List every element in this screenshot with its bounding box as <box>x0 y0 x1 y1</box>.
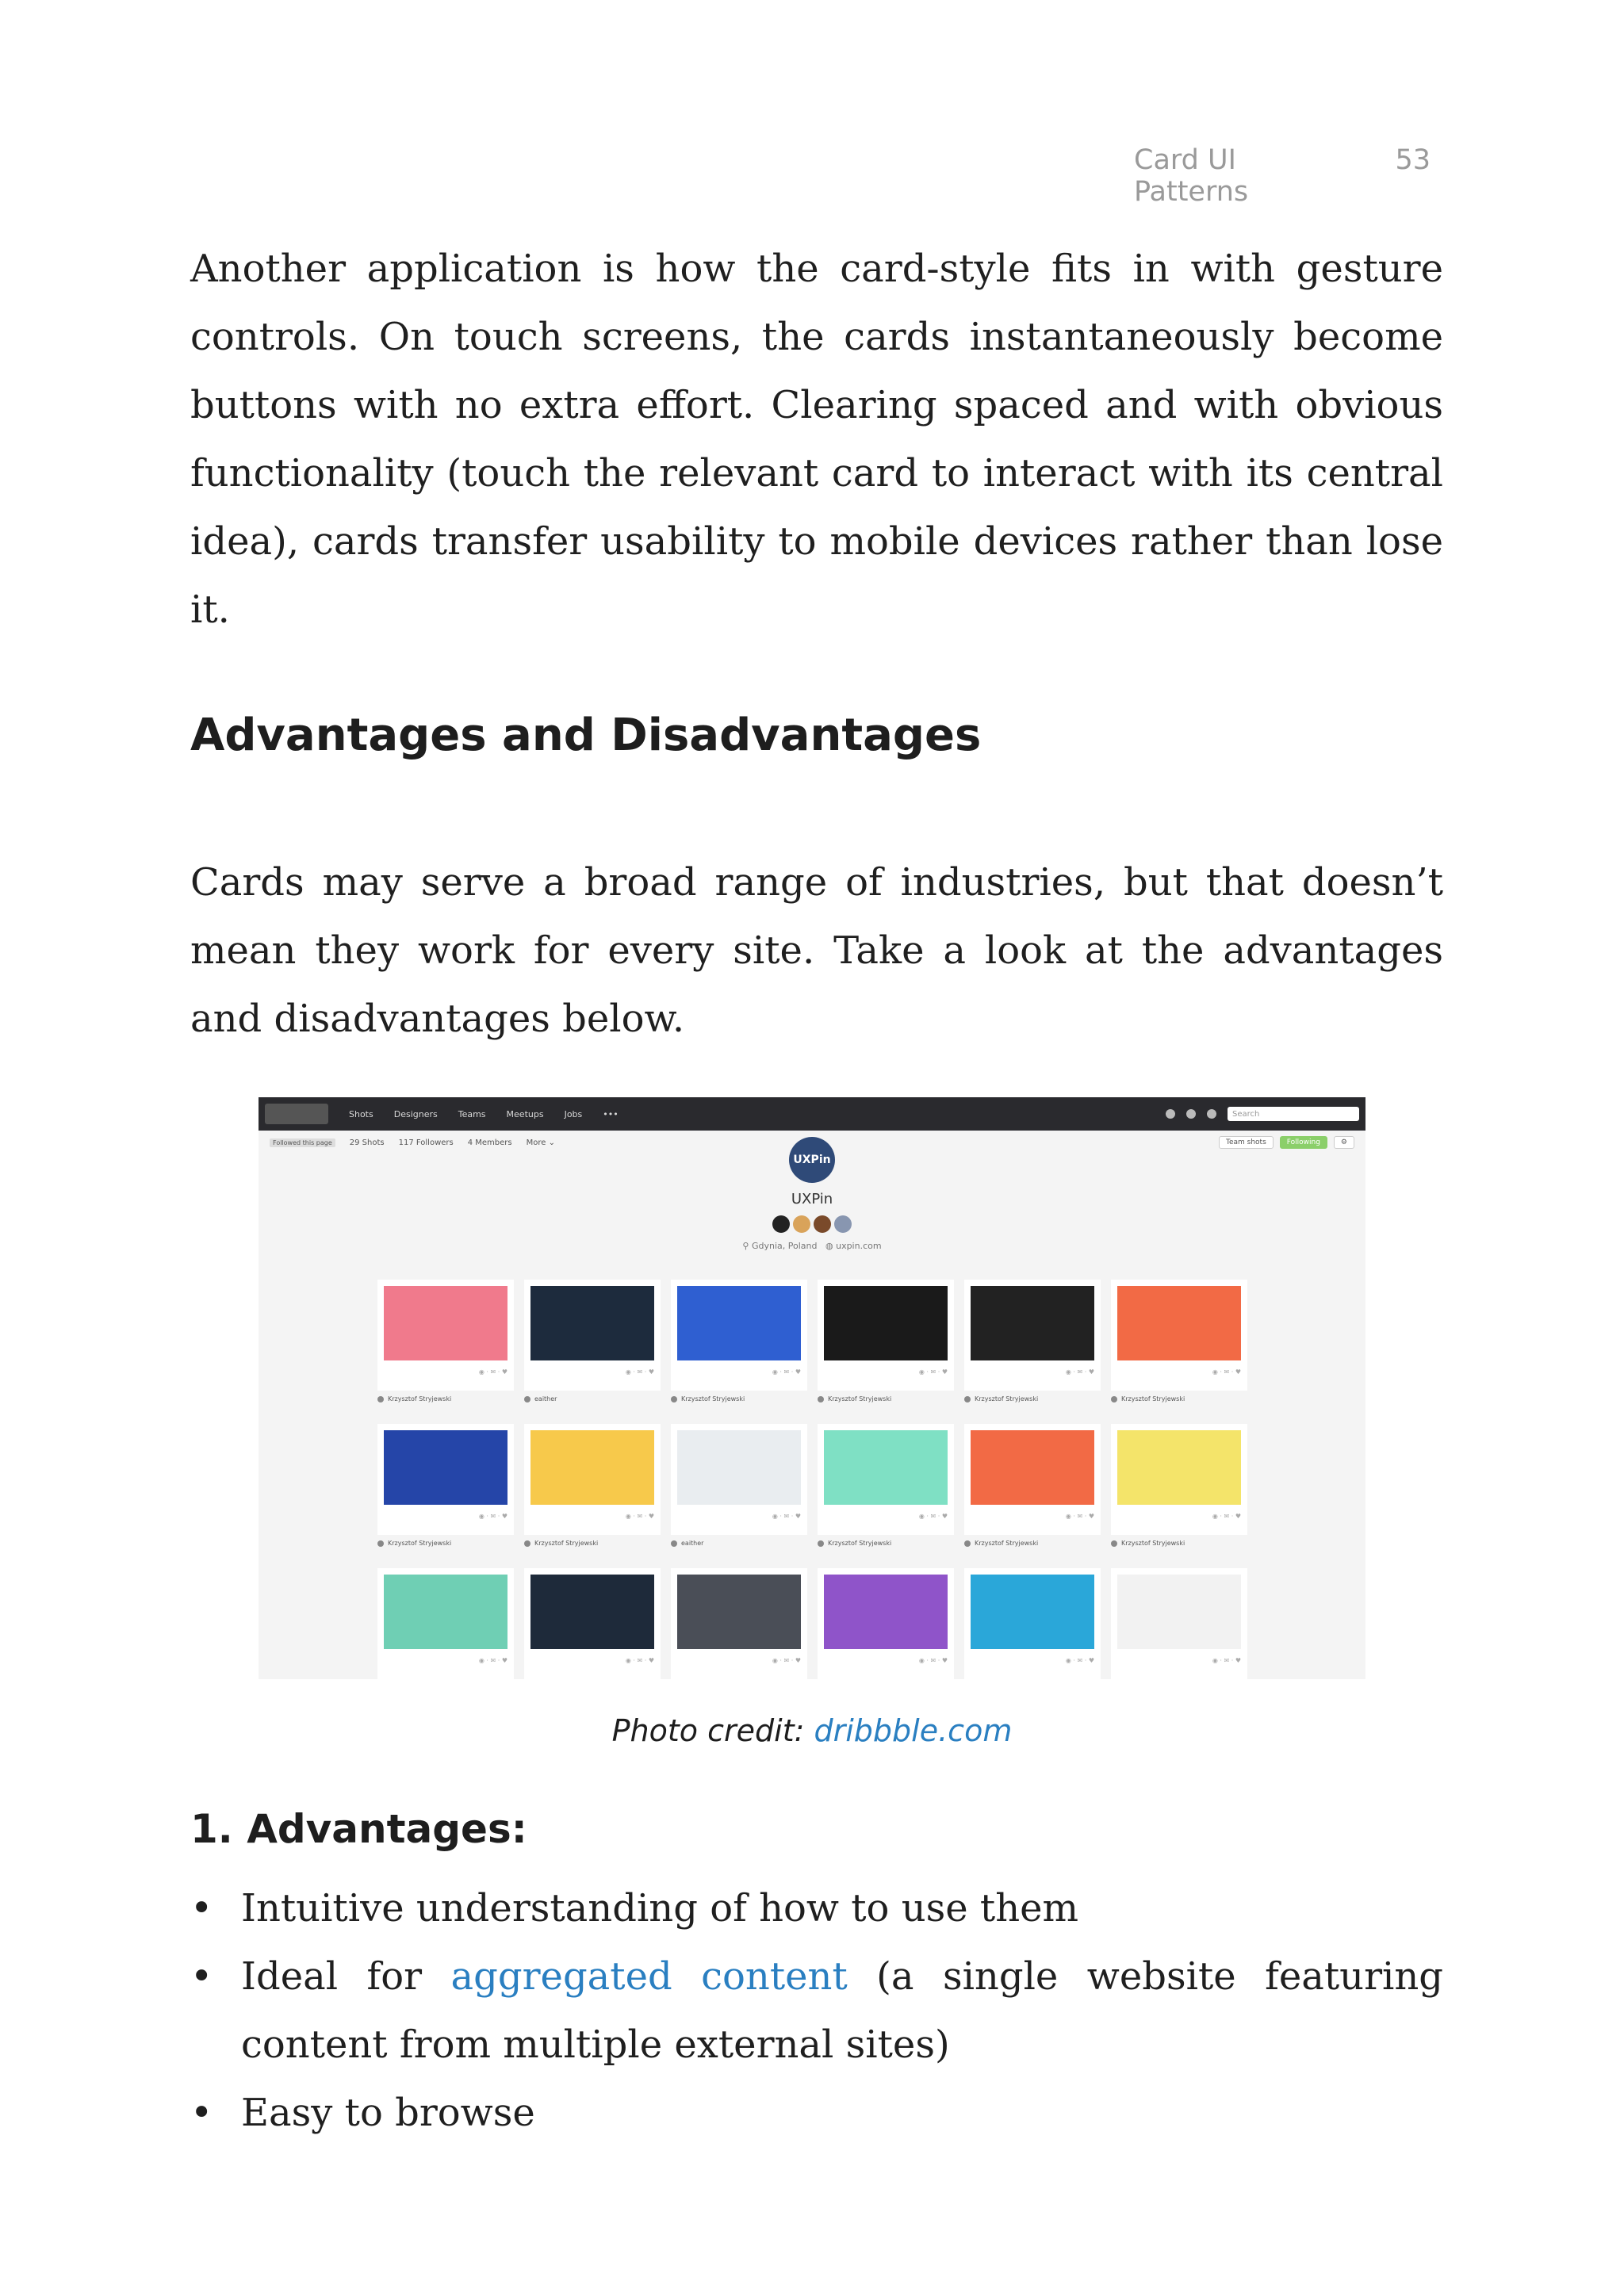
shot-card <box>671 1568 807 1679</box>
shot-author: Krzysztof Stryjewski <box>1111 1395 1247 1402</box>
following-button: Following <box>1280 1136 1327 1149</box>
stat: 29 Shots <box>349 1138 385 1147</box>
shot-stats: ◉ · ✉ · ♥ <box>1212 1368 1241 1376</box>
shot-author: Krzysztof Stryjewski <box>964 1395 1101 1402</box>
shot-thumbnail <box>384 1575 508 1649</box>
photo-credit: Photo credit: dribbble.com <box>611 1713 1013 1748</box>
shot-stats: ◉ · ✉ · ♥ <box>625 1512 654 1520</box>
activity-icon <box>1186 1109 1196 1119</box>
shot-thumbnail <box>677 1430 801 1505</box>
globe-icon: ◍ <box>825 1241 837 1251</box>
bullet-icon: • <box>190 1954 213 1999</box>
shot-author: eaither <box>671 1540 807 1547</box>
bullet-icon: • <box>190 2091 213 2135</box>
nav-item: ••• <box>603 1108 619 1119</box>
shot-grid <box>377 1280 1241 1679</box>
shot-author: Krzysztof Stryjewski <box>1111 1540 1247 1547</box>
shot-stats: ◉ · ✉ · ♥ <box>478 1368 508 1376</box>
shot-stats: ◉ · ✉ · ♥ <box>1212 1512 1241 1520</box>
shot-card <box>671 1424 807 1560</box>
shot-stats: ◉ · ✉ · ♥ <box>772 1512 801 1520</box>
shot-stats: ◉ · ✉ · ♥ <box>772 1368 801 1376</box>
screenshot-topbar <box>259 1097 1365 1131</box>
shot-stats: ◉ · ✉ · ♥ <box>918 1656 948 1664</box>
shot-thumbnail <box>384 1430 508 1505</box>
shot-author: Krzysztof Stryjewski <box>818 1540 954 1547</box>
shot-thumbnail <box>1117 1575 1241 1649</box>
body-paragraph: Cards may serve a broad range of industries, but that doesn’t mean they work for every site. Take a look at the advantages and disadvantages below. <box>190 860 1443 1041</box>
shot-card <box>524 1424 661 1560</box>
list-heading: 1. Advantages: <box>190 1806 527 1852</box>
shot-thumbnail <box>530 1430 654 1505</box>
member-avatar <box>772 1215 790 1233</box>
credit-link[interactable]: dribbble.com <box>814 1713 1013 1748</box>
shot-thumbnail <box>971 1430 1094 1505</box>
shot-card <box>818 1424 954 1560</box>
bullet-icon: • <box>190 1886 213 1931</box>
shot-stats: ◉ · ✉ · ♥ <box>1065 1656 1094 1664</box>
shot-thumbnail <box>824 1575 948 1649</box>
list-item: • Easy to browse <box>190 2079 1443 2147</box>
shot-thumbnail <box>1117 1286 1241 1360</box>
shot-stats: ◉ · ✉ · ♥ <box>1065 1368 1094 1376</box>
dribbble-screenshot <box>259 1097 1365 1679</box>
shot-card <box>671 1280 807 1416</box>
page-header <box>1134 144 1431 208</box>
shot-card <box>1111 1424 1247 1560</box>
search-box: Search <box>1228 1107 1359 1121</box>
team-shots-select: Team shots <box>1219 1136 1274 1149</box>
shot-thumbnail <box>824 1430 948 1505</box>
list-item: • Ideal for aggregated content (a single website featuring content from multiple external sites) <box>190 1942 1443 2079</box>
nav-item: Meetups <box>506 1108 544 1119</box>
member-avatars <box>259 1215 1365 1233</box>
shot-stats: ◉ · ✉ · ♥ <box>478 1512 508 1520</box>
team-location: ⚲ Gdynia, Poland ◍ uxpin.com <box>742 1241 882 1251</box>
shot-card <box>964 1424 1101 1560</box>
nav-item: Teams <box>458 1108 486 1119</box>
badge: Followed this page <box>270 1138 335 1147</box>
aggregated-content-link[interactable]: aggregated content <box>450 1954 848 1999</box>
shot-author: eaither <box>524 1395 661 1402</box>
upload-icon <box>1207 1109 1216 1119</box>
shot-thumbnail <box>1117 1430 1241 1505</box>
shot-thumbnail <box>530 1286 654 1360</box>
shot-stats: ◉ · ✉ · ♥ <box>478 1656 508 1664</box>
shot-card <box>964 1280 1101 1416</box>
shot-card <box>1111 1568 1247 1679</box>
shot-author: Krzysztof Stryjewski <box>671 1395 807 1402</box>
shot-thumbnail <box>677 1575 801 1649</box>
section-heading: Advantages and Disadvantages <box>190 710 982 761</box>
nav-item: Designers <box>393 1108 438 1119</box>
shot-stats: ◉ · ✉ · ♥ <box>625 1656 654 1664</box>
running-title: Card UI Patterns <box>1134 144 1249 208</box>
user-icon <box>1166 1109 1175 1119</box>
team-profile <box>259 1137 1365 1251</box>
shot-card <box>524 1568 661 1679</box>
shot-thumbnail <box>677 1286 801 1360</box>
shot-card <box>1111 1280 1247 1416</box>
shot-stats: ◉ · ✉ · ♥ <box>918 1512 948 1520</box>
shot-author: Krzysztof Stryjewski <box>964 1540 1101 1547</box>
shot-stats: ◉ · ✉ · ♥ <box>625 1368 654 1376</box>
nav-item: Jobs <box>564 1108 583 1119</box>
nav-item: Shots <box>349 1108 373 1119</box>
shot-thumbnail <box>384 1286 508 1360</box>
shot-card <box>964 1568 1101 1679</box>
shot-thumbnail <box>824 1286 948 1360</box>
shot-stats: ◉ · ✉ · ♥ <box>1212 1656 1241 1664</box>
shot-stats: ◉ · ✉ · ♥ <box>1065 1512 1094 1520</box>
shot-card <box>524 1280 661 1416</box>
shot-author: Krzysztof Stryjewski <box>377 1395 514 1402</box>
stat: 4 Members <box>467 1138 512 1147</box>
shot-author: Krzysztof Stryjewski <box>524 1540 661 1547</box>
page-number: 53 <box>1395 144 1431 176</box>
shot-thumbnail <box>530 1575 654 1649</box>
team-avatar: UXPin <box>789 1137 835 1183</box>
shot-author: Krzysztof Stryjewski <box>377 1540 514 1547</box>
settings-icon: ⚙ <box>1334 1136 1354 1149</box>
member-avatar <box>814 1215 831 1233</box>
member-avatar <box>793 1215 810 1233</box>
shot-card <box>818 1280 954 1416</box>
shot-thumbnail <box>971 1575 1094 1649</box>
body-paragraph: Another application is how the card-style fits in with gesture controls. On touch screens, the cards instantaneously become buttons with no extra effort. Clearing spaced and with obvious functionality (touch the relevant card to interact with its central idea), cards transfer usability to mobile devices rather than lose it. <box>190 247 1443 632</box>
shot-card <box>377 1424 514 1560</box>
dribbble-logo <box>265 1104 328 1124</box>
shot-card <box>377 1280 514 1416</box>
shot-card <box>818 1568 954 1679</box>
list-item: • Intuitive understanding of how to use them <box>190 1874 1443 1942</box>
shot-card <box>377 1568 514 1679</box>
pin-icon: ⚲ <box>742 1241 752 1251</box>
stat: 117 Followers <box>398 1138 454 1147</box>
shot-author: Krzysztof Stryjewski <box>818 1395 954 1402</box>
team-name: UXPin <box>791 1191 833 1207</box>
member-avatar <box>834 1215 852 1233</box>
shot-stats: ◉ · ✉ · ♥ <box>918 1368 948 1376</box>
shot-stats: ◉ · ✉ · ♥ <box>772 1656 801 1664</box>
shot-thumbnail <box>971 1286 1094 1360</box>
stat: More ⌄ <box>526 1138 555 1147</box>
